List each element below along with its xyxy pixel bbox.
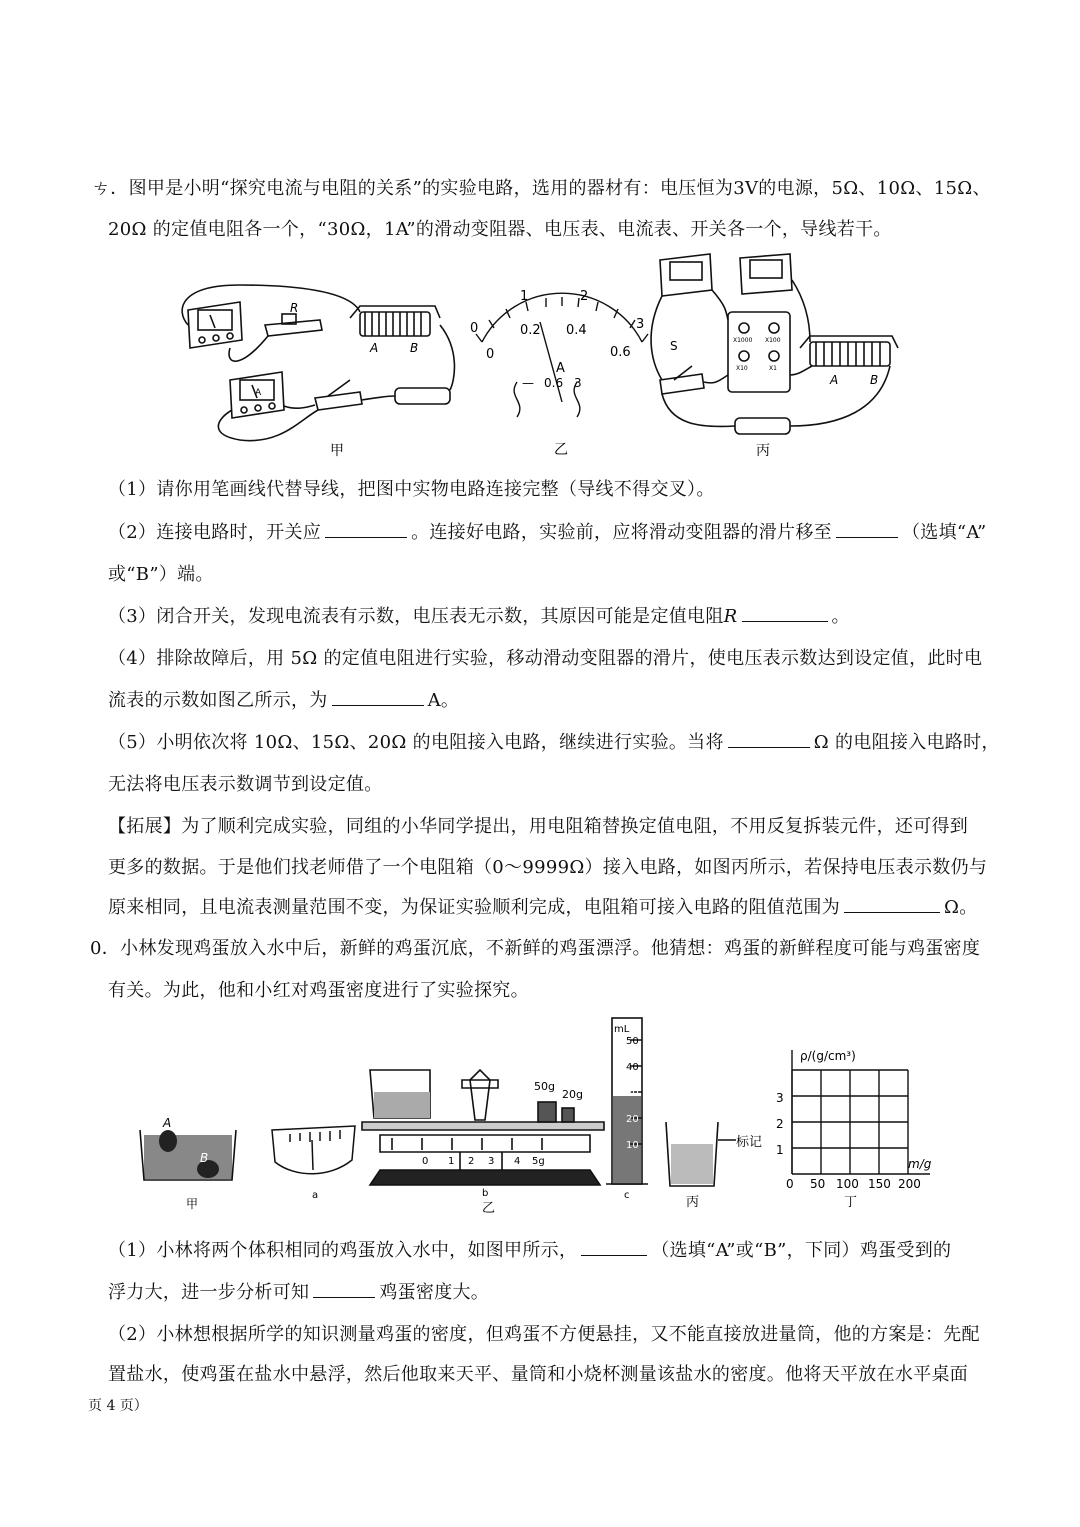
q9-part2-line1 — [108, 518, 987, 544]
terminal-3: 3 — [574, 376, 582, 390]
q10-p1d: 鸡蛋密度大。 — [379, 1282, 490, 1303]
caption-bing-10: 丙 — [686, 1195, 700, 1210]
rider-3: 3 — [488, 1156, 495, 1167]
q9-p4c: A。 — [427, 690, 460, 711]
q10-part1-line2 — [108, 1278, 489, 1304]
graph-xtick-200: 200 — [898, 1177, 921, 1191]
caption-ding: 丁 — [844, 1195, 858, 1210]
q9-p3b: 。 — [831, 606, 850, 627]
graph-ylabel: ρ/(g/cm³) — [800, 1049, 856, 1063]
q10-figures — [130, 1010, 950, 1220]
q10-part1-line1 — [108, 1236, 951, 1262]
q9-p3a: （3）闭合开关，发现电流表有示数，电压表无示数，其原因可能是定值电阻 — [108, 606, 724, 627]
beaker-bing — [666, 1122, 736, 1186]
graph-ytick-3: 3 — [776, 1091, 784, 1105]
density-graph-ding — [792, 1050, 930, 1174]
rider-0: 0 — [422, 1156, 429, 1167]
q10-intro-line1: 0．小林发现鸡蛋放入水中后，新鲜的鸡蛋沉底，不新鲜的鸡蛋漂浮。他猜想：鸡蛋的新鲜程度可能与鸡蛋密度 — [90, 938, 981, 959]
cyl-unit: mL — [614, 1024, 630, 1035]
label-A: A — [370, 341, 379, 355]
q9-ext3b: Ω。 — [944, 897, 978, 918]
rider-2: 2 — [468, 1156, 475, 1167]
label-B: B — [410, 341, 419, 355]
q9-p5b: Ω 的电阻接入电路时， — [813, 732, 1000, 753]
label-R: R — [290, 301, 299, 315]
scale-top-2: 2 — [580, 289, 589, 304]
q9-extension-line3 — [108, 893, 978, 919]
graph-ytick-2: 2 — [776, 1117, 784, 1131]
caption-bing: 丙 — [756, 443, 770, 459]
q10-part2-line1: （2）小林想根据所学的知识测量鸡蛋的密度，但鸡蛋不方便悬挂，又不能直接放进量筒，他的方案是：先配 — [108, 1324, 980, 1345]
graph-xtick-150: 150 — [868, 1177, 891, 1191]
rider-5g: 5g — [532, 1156, 545, 1167]
q9-blank-switch[interactable] — [325, 521, 407, 538]
q9-figure-yi-ammeter-dial — [462, 282, 662, 462]
caption-jia: 甲 — [330, 443, 344, 459]
page-footer: 页 4 页） — [88, 1398, 148, 1414]
q10-p1c: 浮力大，进一步分析可知 — [108, 1282, 310, 1303]
cyl-10: 10 — [626, 1140, 639, 1151]
q9-p3r: R — [723, 606, 738, 627]
q9-p4b: 流表的示数如图乙所示，为 — [108, 690, 328, 711]
caption-a: a — [312, 1190, 319, 1201]
caption-c: c — [624, 1190, 630, 1201]
caption-jia-10: 甲 — [186, 1197, 199, 1211]
q9-blank-slider-end[interactable] — [836, 521, 898, 538]
box-x1: X1 — [769, 365, 777, 372]
q9-part3 — [108, 602, 850, 628]
graph-xtick-50: 50 — [810, 1177, 826, 1191]
scale-top-3: 3 — [636, 317, 645, 332]
q9-blank-fault[interactable] — [742, 605, 828, 622]
cyl-40: 40 — [626, 1062, 639, 1073]
beaker-jia — [140, 1130, 236, 1180]
cyl-30: 30 — [626, 1088, 639, 1099]
box-x10: X10 — [736, 365, 748, 372]
rider-1: 1 — [448, 1156, 455, 1167]
box-x1000: X1000 — [733, 337, 753, 344]
scale-bottom-06: 0.6 — [610, 345, 631, 360]
scale-dial-a — [272, 1126, 355, 1174]
box-x100: X100 — [765, 337, 781, 344]
graph-xtick-100: 100 — [836, 1177, 859, 1191]
q10-p1b: （选填“A”或“B”，下同）鸡蛋受到的 — [651, 1240, 952, 1261]
ammeter-unit-label: A — [255, 388, 262, 398]
scale-bottom-0: 0 — [486, 347, 495, 362]
scale-top-1: 1 — [520, 289, 529, 304]
q10-blank-buoyancy[interactable] — [581, 1239, 647, 1256]
graph-xlabel: m/g — [908, 1157, 932, 1171]
rider-4: 4 — [514, 1156, 521, 1167]
caption-yi-10: 乙 — [482, 1201, 496, 1216]
q9-part2-line2: 或“B”）端。 — [108, 564, 214, 585]
q9-intro-line1: ㄘ．图甲是小明“探究电流与电阻的关系”的实验电路，选用的器材有：电压恒为3V的电源，5Ω、10Ω、15Ω、 — [92, 178, 991, 199]
cyl-50: 50 — [626, 1036, 639, 1047]
q10-blank-density[interactable] — [313, 1281, 375, 1298]
q9-p2b: 。连接好电路，实验前，应将滑动变阻器的滑片移至 — [411, 522, 832, 543]
weight-20g: 20g — [562, 1088, 583, 1101]
q9-p5a: （5）小明依次将 10Ω、15Ω、20Ω 的电阻接入电路，继续进行实验。当将 — [108, 732, 724, 753]
egg-B-label: B — [200, 1151, 209, 1165]
label-A-bing: A — [830, 373, 839, 387]
scale-bottom-04: 0.4 — [566, 323, 587, 338]
q10-intro-line2: 有关。为此，他和小红对鸡蛋密度进行了实验探究。 — [108, 980, 529, 1001]
q9-figure-bing — [640, 250, 910, 465]
caption-b: b — [482, 1188, 489, 1199]
q9-extension-line2: 更多的数据。于是他们找老师借了一个电阻箱（0～9999Ω）接入电路，如图丙所示，若保持电压表示数仍与 — [108, 857, 988, 878]
weight-50g: 50g — [534, 1080, 555, 1093]
terminal-neg: — — [522, 376, 534, 390]
q9-p2a: （2）连接电路时，开关应 — [108, 522, 322, 543]
label-S: S — [670, 339, 678, 353]
q10-p1a: （1）小林将两个体积相同的鸡蛋放入水中，如图甲所示， — [108, 1240, 578, 1261]
caption-yi: 乙 — [554, 442, 568, 458]
graph-xtick-0: 0 — [786, 1177, 794, 1191]
q9-p2c: （选填“A” — [901, 522, 987, 543]
q9-figure-jia — [170, 270, 470, 470]
q9-part4-line2 — [108, 686, 459, 712]
egg-A-label: A — [163, 1116, 172, 1130]
q9-blank-resistor[interactable] — [728, 731, 810, 748]
cyl-20: 20 — [626, 1114, 639, 1125]
q9-blank-current[interactable] — [332, 689, 424, 706]
q10-part2-line2: 置盐水，使鸡蛋在盐水中悬浮，然后他取来天平、量筒和小烧杯测量该盐水的密度。他将天平放在水平桌面 — [108, 1364, 969, 1385]
q9-part5-line2: 无法将电压表示数调节到设定值。 — [108, 774, 383, 795]
mark-label: 标记 — [736, 1135, 763, 1150]
scale-bottom-02: 0.2 — [520, 323, 541, 338]
q9-intro-line2: 20Ω 的定值电阻各一个，“30Ω，1A”的滑动变阻器、电压表、电流表、开关各一个，导线若干。 — [108, 219, 892, 240]
terminal-06: 0.6 — [544, 376, 564, 390]
q9-part1: （1）请你用笔画线代替导线，把图中实物电路连接完整（导线不得交叉）。 — [108, 479, 715, 500]
dial-unit-label: A — [556, 361, 565, 376]
q9-part4-line1: （4）排除故障后，用 5Ω 的定值电阻进行实验，移动滑动变阻器的滑片，使电压表示数达到设定值，此时电 — [108, 648, 983, 669]
scale-top-0: 0 — [470, 321, 479, 336]
graph-ytick-1: 1 — [776, 1143, 784, 1157]
q9-part5-line1 — [108, 728, 1000, 754]
q9-blank-range[interactable] — [844, 896, 940, 913]
label-B-bing: B — [870, 373, 879, 387]
q9-extension-line1: 【拓展】为了顺利完成实验，同组的小华同学提出，用电阻箱替换定值电阻，不用反复拆装元件，还可得到 — [108, 816, 969, 837]
q9-ext3a: 原来相同，且电流表测量范围不变，为保证实验顺利完成，电阻箱可接入电路的阻值范围为 — [108, 897, 840, 918]
